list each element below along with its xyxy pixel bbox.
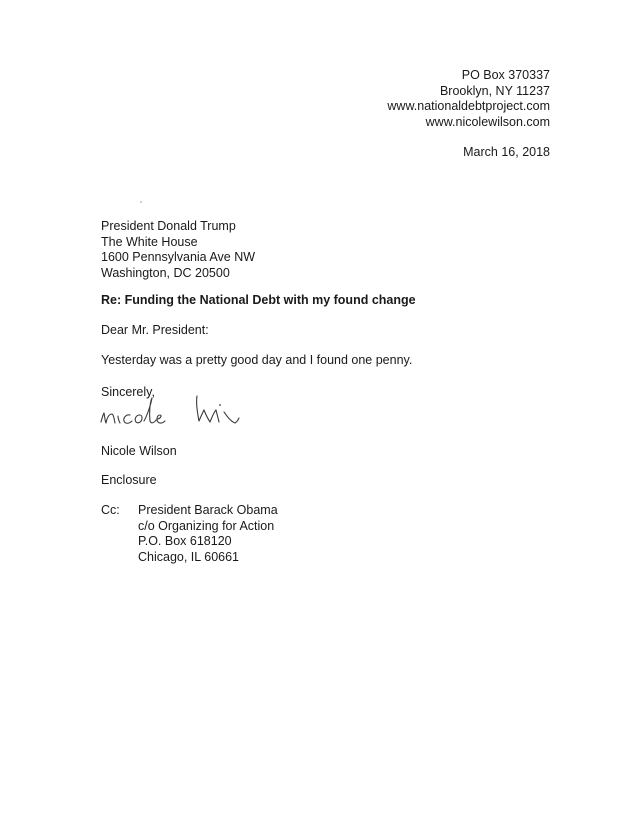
scan-speck xyxy=(140,201,142,203)
salutation: Dear Mr. President: xyxy=(101,323,209,337)
closing: Sincerely, xyxy=(101,385,155,399)
sender-website-personal: www.nicolewilson.com xyxy=(425,114,550,129)
cc-po-box: P.O. Box 618120 xyxy=(138,534,232,548)
cc-city: Chicago, IL 60661 xyxy=(138,549,240,564)
sender-address xyxy=(387,68,550,130)
sender-city: Brooklyn, NY 11237 xyxy=(439,83,550,98)
handwritten-signature-icon xyxy=(96,388,256,436)
cc-label: Cc: xyxy=(101,503,120,517)
enclosure-note: Enclosure xyxy=(101,473,157,487)
recipient-organization: The White House xyxy=(101,234,198,249)
cc-recipient xyxy=(138,503,278,565)
subject-line: Re: Funding the National Debt with my found change xyxy=(101,293,416,307)
recipient-address xyxy=(101,219,255,281)
letter-date: March 16, 2018 xyxy=(463,145,550,159)
cc-organization: c/o Organizing for Action xyxy=(138,518,275,533)
letter-body: Yesterday was a pretty good day and I found one penny. xyxy=(101,353,413,367)
recipient-city: Washington, DC 20500 xyxy=(101,265,230,280)
recipient-street: 1600 Pennsylvania Ave NW xyxy=(101,250,256,264)
recipient-name: President Donald Trump xyxy=(101,219,236,233)
sender-website-project: www.nationaldebtproject.com xyxy=(387,99,550,113)
sender-po-box: PO Box 370337 xyxy=(461,68,550,82)
cc-name: President Barack Obama xyxy=(138,503,278,517)
signer-name: Nicole Wilson xyxy=(101,444,177,458)
